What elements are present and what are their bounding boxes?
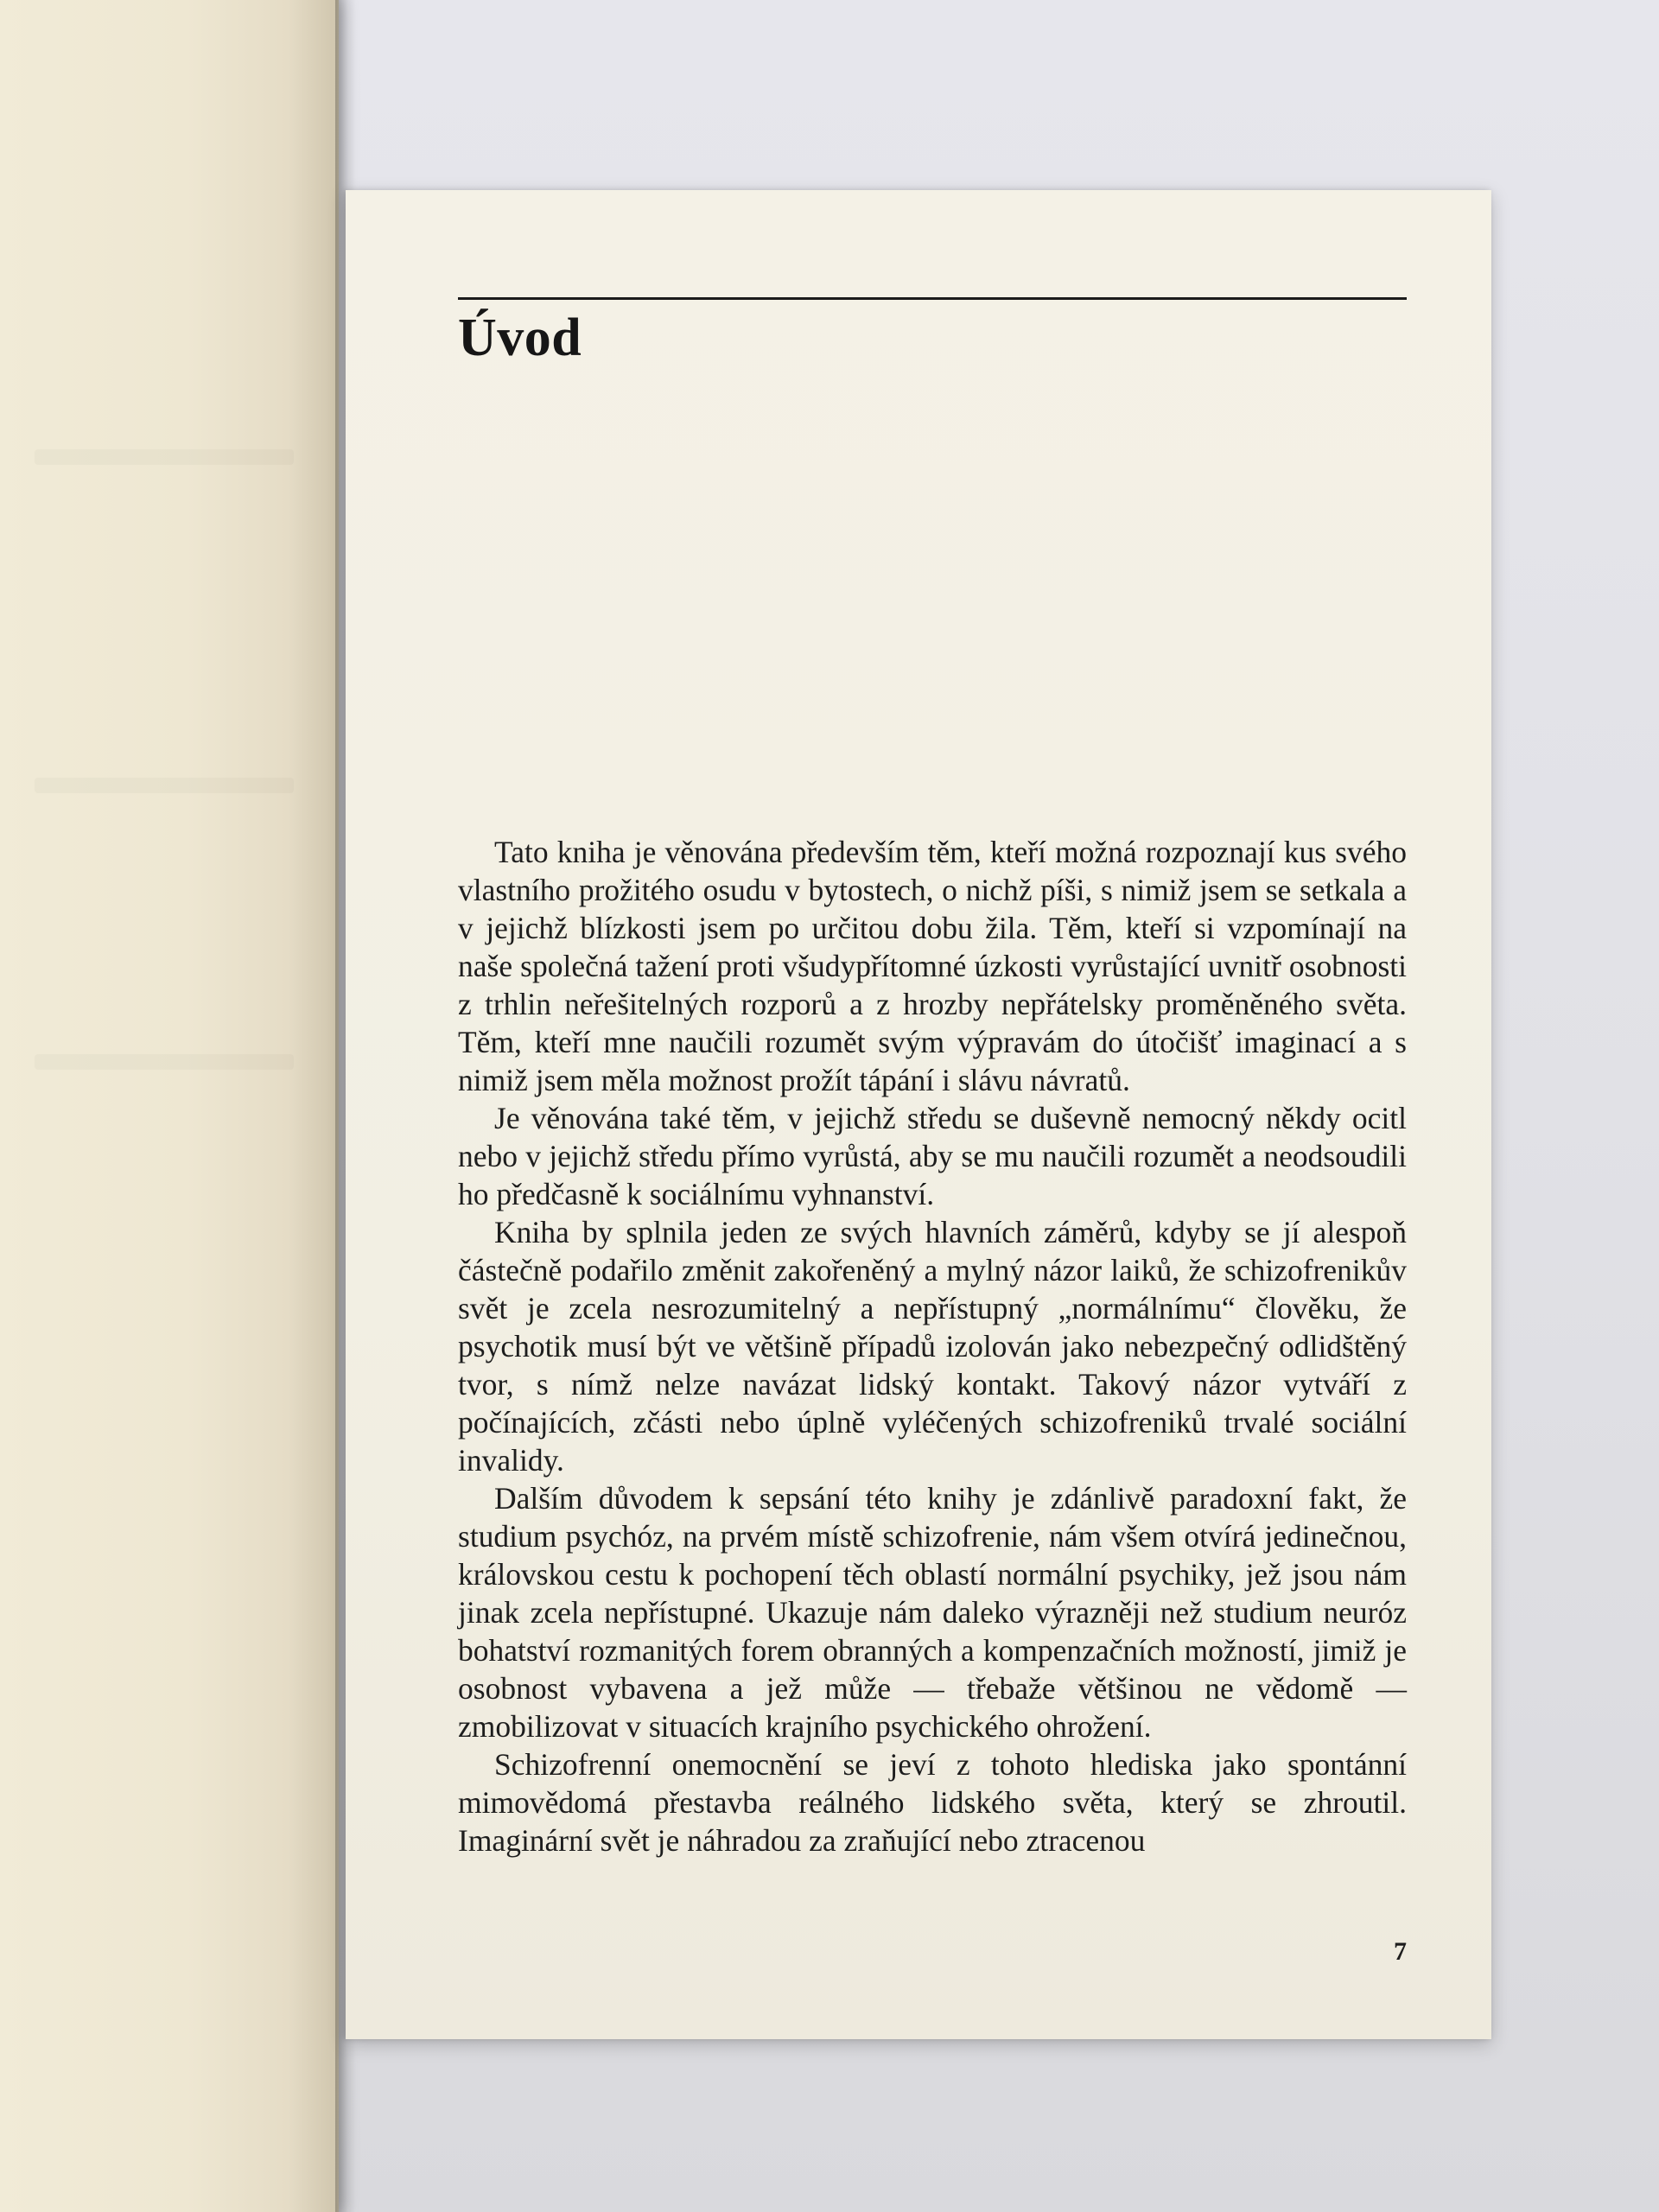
paragraph: Kniha by splnila jeden ze svých hlavních záměrů, kdyby se jí alespoň částečně podařilo změnit zakořeněný a mylný názor laiků, že schizofrenikův svět je zcela nesrozumitelný a nepřístupný „normálnímu“ člověku, že psychotik musí být ve většině případů izolován jako nebezpečný odlidštěný tvor, s nímž nelze navázat lidský kontakt. Takový názor vytváří z počínajících, zčásti nebo úplně vyléčených schizofreniků trvalé sociální invalidy. bbox=[458, 1215, 1407, 1478]
paragraph: Je věnována také těm, v jejichž středu se duševně nemocný někdy ocitl nebo v jejichž středu přímo vyrůstá, aby se mu naučili rozumět a neodsoudili ho předčasně k sociálnímu vyhnanství. bbox=[458, 1101, 1407, 1211]
bleed-through bbox=[35, 1054, 294, 1070]
chapter-title: Úvod bbox=[458, 308, 582, 367]
paragraph: Dalším důvodem k sepsání této knihy je zdánlivě paradoxní fakt, že studium psychóz, na prvém místě schizofrenie, nám všem otvírá jedinečnou, královskou cestu k pochopení těch oblastí normální psychiky, jež jsou nám jinak zcela nepřístupné. Ukazuje nám daleko výrazněji než studium neuróz bohatství rozmanitých forem obranných a kompenzačních možností, jimiž je osobnost vybavena a jež může — třebaže většinou ne vědomě — zmobilizovat v situacích krajního psychického ohrožení. bbox=[458, 1481, 1407, 1744]
right-page bbox=[346, 190, 1491, 2039]
page-number: 7 bbox=[1394, 1937, 1407, 1966]
bleed-through bbox=[35, 449, 294, 465]
body-text bbox=[458, 833, 1407, 1859]
bleed-through bbox=[35, 778, 294, 793]
left-page bbox=[0, 0, 339, 2212]
header-rule bbox=[458, 297, 1407, 300]
paragraph: Schizofrenní onemocnění se jeví z tohoto hlediska jako spontánní mimovědomá přestavba reálného lidského světa, který se zhroutil. Imaginární svět je náhradou za zraňující nebo ztracenou bbox=[458, 1747, 1407, 1858]
paragraph: Tato kniha je věnována především těm, kteří možná rozpoznají kus svého vlastního prožitého osudu v bytostech, o nichž píši, s nimiž jsem se setkala a v jejichž blízkosti jsem po určitou dobu žila. Těm, kteří si vzpomínají na naše společná tažení proti všudypřítomné úzkosti vyrůstající uvnitř osobnosti z trhlin neřešitelných rozporů a z hrozby nepřátelsky proměněného světa. Těm, kteří mne naučili rozumět svým výpravám do útočišť imaginací a s nimiž jsem měla možnost prožít tápání i slávu návratů. bbox=[458, 835, 1407, 1097]
